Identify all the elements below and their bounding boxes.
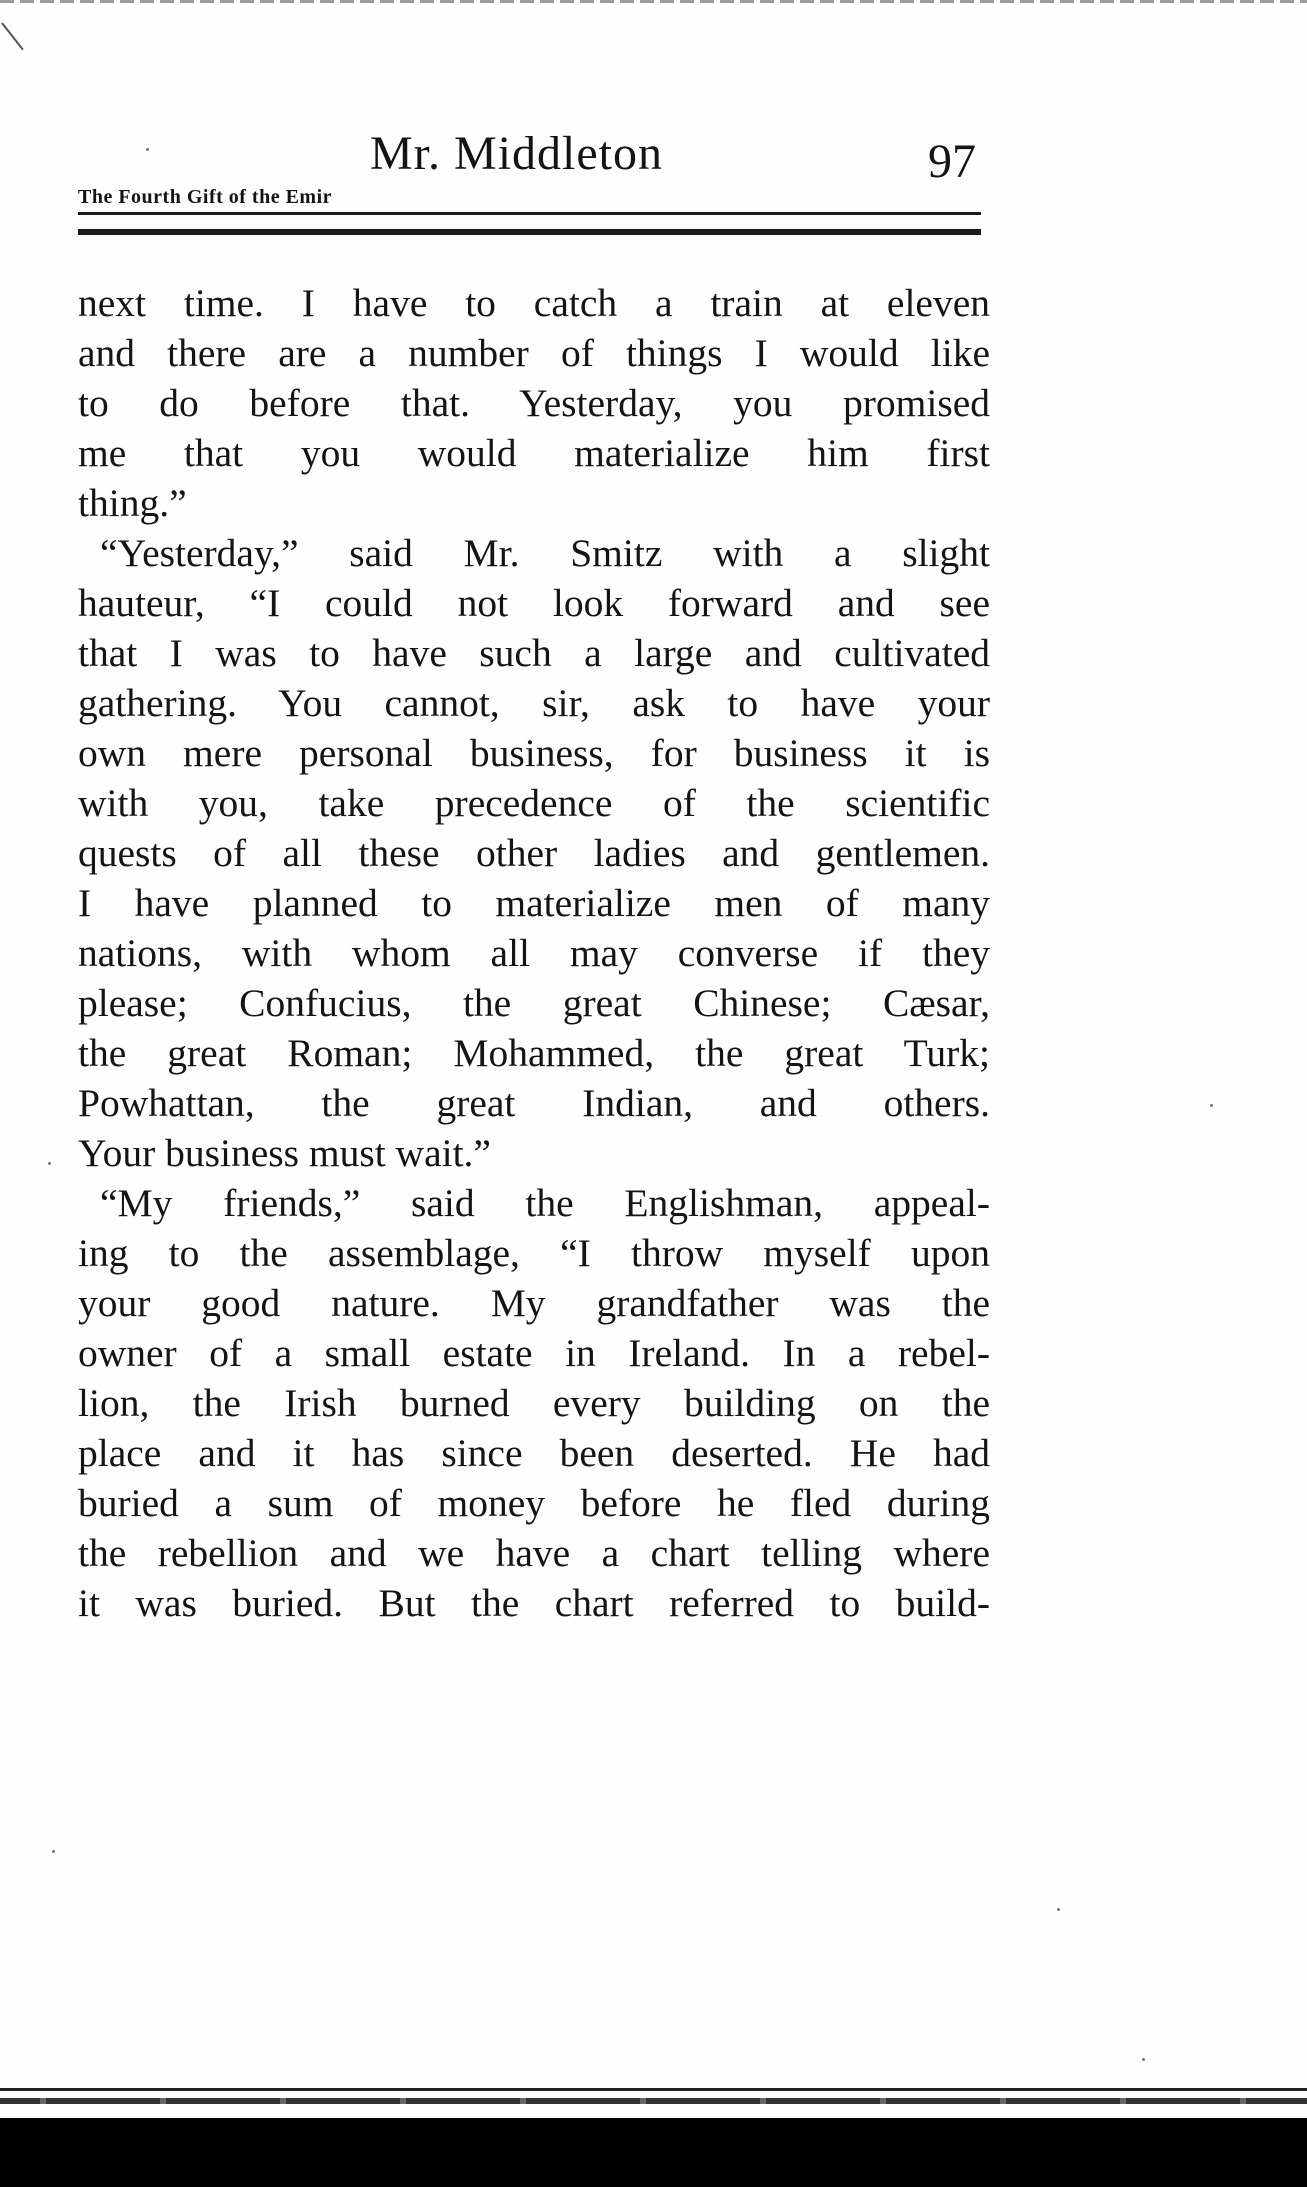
bottom-scan-edge-band xyxy=(0,2098,1307,2104)
text-line: nations, with whom all may converse if they xyxy=(78,931,990,975)
section-title: The Fourth Gift of the Emir xyxy=(78,186,333,208)
text-line: with you, take precedence of the scientific xyxy=(78,781,990,825)
bottom-scan-edge xyxy=(0,2088,1307,2091)
text-line: quests of all these other ladies and gentlemen. xyxy=(78,831,990,875)
scan-speck xyxy=(1057,1908,1060,1911)
text-line: lion, the Irish burned every building on the xyxy=(78,1381,990,1425)
text-line: and there are a number of things I would like xyxy=(78,331,990,375)
text-line: thing.” xyxy=(78,481,187,525)
scan-speck xyxy=(1210,1104,1213,1107)
text-line: “My friends,” said the Englishman, appeal- xyxy=(100,1181,990,1225)
scan-speck xyxy=(1142,2058,1145,2061)
text-line: to do before that. Yesterday, you promised xyxy=(78,381,990,425)
header-rule-thin xyxy=(78,212,981,215)
text-line: hauteur, “I could not look forward and see xyxy=(78,581,990,625)
top-scan-edge xyxy=(0,0,1307,3)
corner-scan-mark xyxy=(1,22,24,50)
text-line: it was buried. But the chart referred to build- xyxy=(78,1581,990,1625)
text-line: I have planned to materialize men of many xyxy=(78,881,990,925)
scan-speck xyxy=(48,1162,51,1165)
text-line: the great Roman; Mohammed, the great Turk; xyxy=(78,1031,990,1075)
text-line: next time. I have to catch a train at eleven xyxy=(78,281,990,325)
body-text xyxy=(78,278,990,1628)
header-rule-thick xyxy=(78,229,981,235)
page-number: 97 xyxy=(928,135,976,188)
bottom-scan-shadow xyxy=(0,2118,1307,2187)
text-line: your good nature. My grandfather was the xyxy=(78,1281,990,1325)
text-line: Powhattan, the great Indian, and others. xyxy=(78,1081,990,1125)
text-line: that I was to have such a large and cultivated xyxy=(78,631,990,675)
running-title: Mr. Middleton xyxy=(370,127,664,180)
scan-speck xyxy=(146,148,149,151)
text-line: own mere personal business, for business it is xyxy=(78,731,990,775)
text-line: the rebellion and we have a chart telling where xyxy=(78,1531,990,1575)
text-line: ing to the assemblage, “I throw myself upon xyxy=(78,1231,990,1275)
text-line: place and it has since been deserted. He had xyxy=(78,1431,990,1475)
text-line: buried a sum of money before he fled during xyxy=(78,1481,990,1525)
text-line: me that you would materialize him first xyxy=(78,431,990,475)
scan-speck xyxy=(52,1850,55,1853)
text-line: owner of a small estate in Ireland. In a rebel- xyxy=(78,1331,990,1375)
text-line: please; Confucius, the great Chinese; Cæsar, xyxy=(78,981,990,1025)
text-line: “Yesterday,” said Mr. Smitz with a slight xyxy=(100,531,990,575)
text-line: gathering. You cannot, sir, ask to have your xyxy=(78,681,990,725)
text-line: Your business must wait.” xyxy=(78,1131,491,1175)
